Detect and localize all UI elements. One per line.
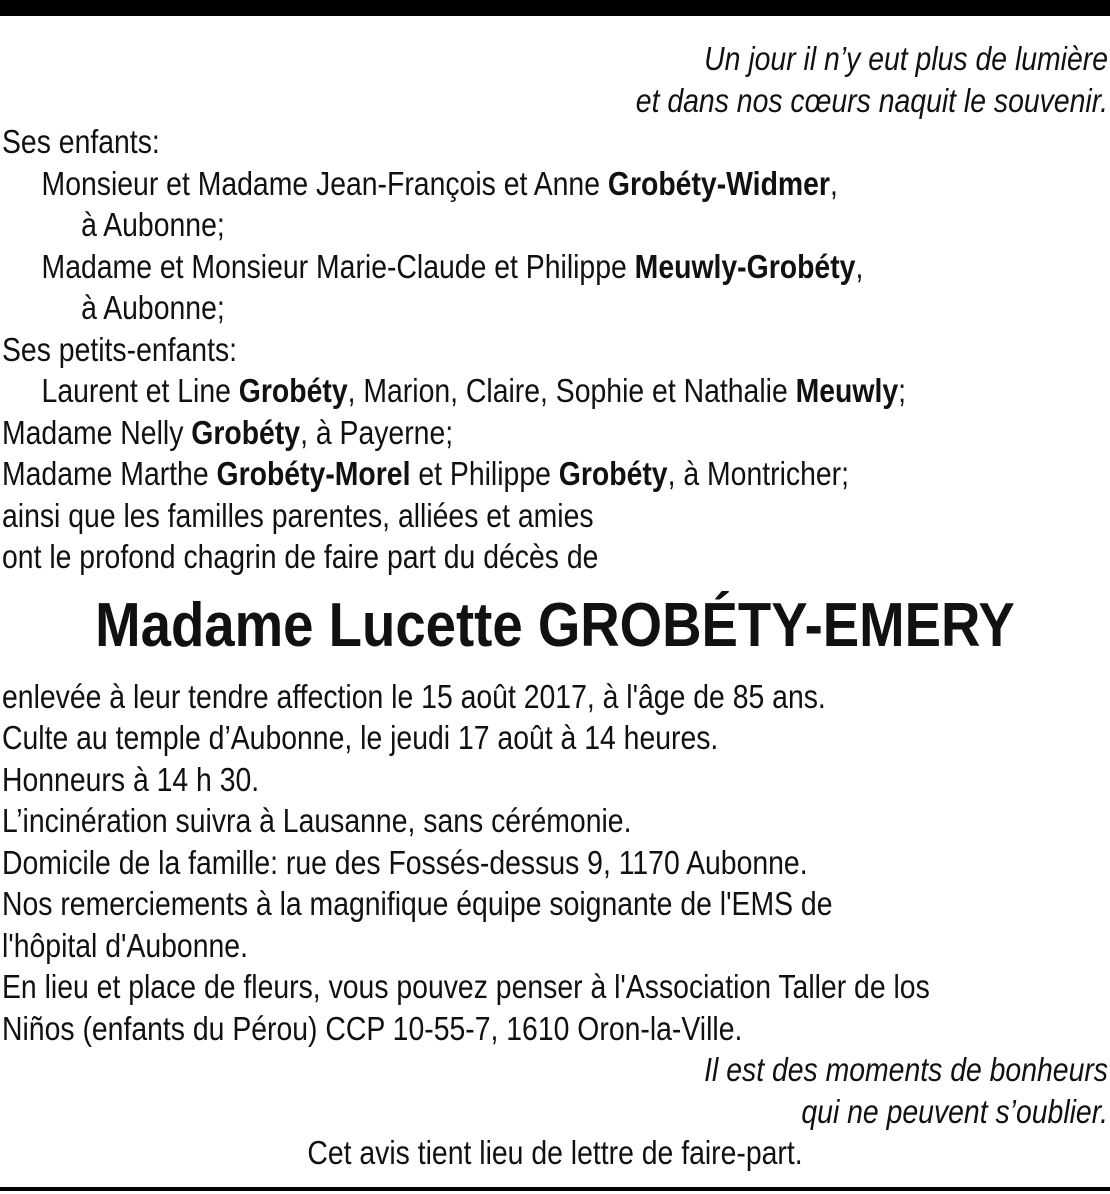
epigraph-top-line-2: et dans nos cœurs naquit le souvenir. — [635, 81, 1108, 119]
grandchildren-surname-1: Grobéty — [238, 372, 348, 409]
relative-1-surname: Grobéty — [191, 413, 301, 451]
relative-2-text-2: et Philippe — [410, 455, 559, 492]
body-line: Culte au temple d’Aubonne, le jeudi 17 août à 14 heures. — [2, 719, 719, 756]
epigraph-bottom-line-1: Il est des moments de bonheurs — [704, 1051, 1108, 1088]
grandchildren-text-1: Laurent et Line — [41, 372, 239, 409]
child-1-place: à Aubonne; — [81, 206, 225, 243]
grandchildren-text-2: , Marion, Claire, Sophie et Nathalie — [347, 372, 796, 409]
children-heading: Ses enfants: — [2, 123, 160, 160]
child-2-names: Madame et Monsieur Marie-Claude et Philippe — [41, 247, 635, 285]
bottom-rule — [0, 1187, 1110, 1191]
epigraph-bottom-line-2: qui ne peuvent s’oublier. — [801, 1092, 1108, 1130]
relative-1-text-1: Madame Nelly — [2, 413, 192, 451]
obituary-notice — [2, 38, 1108, 1174]
child-2 — [2, 246, 953, 288]
relative-2-text-1: Madame Marthe — [2, 455, 217, 492]
grandchildren-surname-2: Meuwly — [795, 372, 899, 409]
body-line: Nos remerciements à la magnifique équipe soignante de l'EMS de — [2, 885, 833, 922]
body-line: Domicile de la famille: rue des Fossés-dessus 9, 1170 Aubonne. — [2, 843, 808, 881]
families-line: ainsi que les familles parentes, alliées et amies — [2, 496, 594, 534]
grandchildren-line — [2, 370, 953, 412]
relative-2-surname-1: Grobéty-Morel — [216, 455, 411, 492]
closing-line: Cet avis tient lieu de lettre de faire-part. — [307, 1134, 803, 1171]
announce-line: ont le profond chagrin de faire part du décès de — [2, 538, 599, 575]
child-1-surname: Grobéty-Widmer — [607, 164, 830, 202]
body-line: En lieu et place de fleurs, vous pouvez penser à l'Association Taller de los — [2, 968, 930, 1005]
child-2-surname: Meuwly-Grobéty — [634, 247, 856, 285]
child-2-place: à Aubonne; — [81, 289, 225, 326]
grandchildren-heading: Ses petits-enfants: — [2, 330, 238, 368]
child-1 — [2, 163, 953, 205]
body-line: Honneurs à 14 h 30. — [2, 760, 260, 798]
body-line: L’incinération suivra à Lausanne, sans cérémonie. — [2, 802, 632, 839]
child-2-punct: , — [855, 247, 864, 285]
child-1-punct: , — [829, 164, 838, 202]
relative-2-text-3: , à Montricher; — [667, 455, 849, 492]
body-line: enlevée à leur tendre affection le 15 août 2017, à l'âge de 85 ans. — [2, 677, 826, 715]
relative-1-text-2: , à Payerne; — [300, 413, 454, 451]
relative-2 — [2, 453, 953, 495]
relative-2-surname-2: Grobéty — [558, 455, 668, 492]
epigraph-top-line-1: Un jour il n’y eut plus de lumière — [704, 40, 1108, 77]
body-line: l'hôpital d'Aubonne. — [2, 926, 248, 964]
deceased-name: Madame Lucette GROBÉTY-EMERY — [95, 590, 1015, 660]
top-rule — [0, 0, 1110, 16]
child-1-names: Monsieur et Madame Jean-François et Anne — [41, 164, 608, 202]
body-line: Niños (enfants du Pérou) CCP 10-55-7, 1610 Oron-la-Ville. — [2, 1009, 743, 1047]
relative-1 — [2, 412, 953, 454]
grandchildren-text-3: ; — [898, 372, 907, 409]
